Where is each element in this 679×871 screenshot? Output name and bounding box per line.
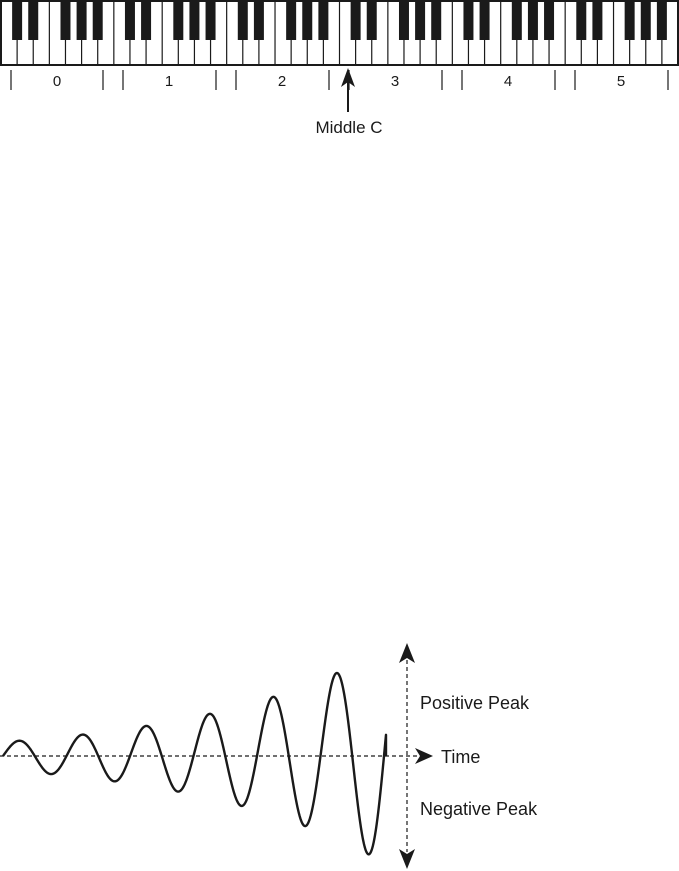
- octave-label-0: 0: [52, 73, 62, 90]
- black-key: [351, 1, 361, 40]
- black-key: [286, 1, 296, 40]
- octave-label-5: 5: [616, 73, 626, 90]
- black-key: [399, 1, 409, 40]
- time-arrow-head: [415, 748, 433, 764]
- octave-label-2: 2: [277, 73, 287, 90]
- middle-c-label: Middle C: [315, 118, 383, 137]
- black-key: [544, 1, 554, 40]
- black-key: [254, 1, 264, 40]
- black-key: [141, 1, 151, 40]
- black-key: [238, 1, 248, 40]
- black-key: [302, 1, 312, 40]
- negative-peak-label: Negative Peak: [420, 799, 538, 819]
- black-key: [12, 1, 22, 40]
- octave-label-1: 1: [164, 73, 174, 90]
- black-key: [592, 1, 602, 40]
- black-key: [480, 1, 490, 40]
- octave-label-3: 3: [390, 73, 400, 90]
- piano-keyboard: [1, 1, 678, 65]
- black-key: [28, 1, 38, 40]
- black-key: [367, 1, 377, 40]
- black-key: [657, 1, 667, 40]
- middle-c-pointer: [315, 68, 382, 137]
- black-key: [125, 1, 135, 40]
- black-key: [625, 1, 635, 40]
- black-key: [93, 1, 103, 40]
- black-key: [173, 1, 183, 40]
- black-key: [189, 1, 199, 40]
- black-key: [318, 1, 328, 40]
- octave-label-4: 4: [503, 73, 513, 90]
- black-key: [528, 1, 538, 40]
- black-key: [576, 1, 586, 40]
- black-key: [77, 1, 87, 40]
- waveform-diagram: [0, 643, 538, 869]
- growing-sine-wave: [3, 673, 386, 854]
- time-label: Time: [441, 747, 481, 767]
- black-key: [415, 1, 425, 40]
- black-key: [431, 1, 441, 40]
- black-key: [512, 1, 522, 40]
- positive-peak-label: Positive Peak: [420, 693, 530, 713]
- black-key: [463, 1, 473, 40]
- white-key-dividers: [17, 1, 662, 65]
- octave-ticks: [11, 70, 668, 90]
- black-key: [206, 1, 216, 40]
- black-key: [641, 1, 651, 40]
- black-key: [60, 1, 70, 40]
- octave-scale: [11, 70, 668, 90]
